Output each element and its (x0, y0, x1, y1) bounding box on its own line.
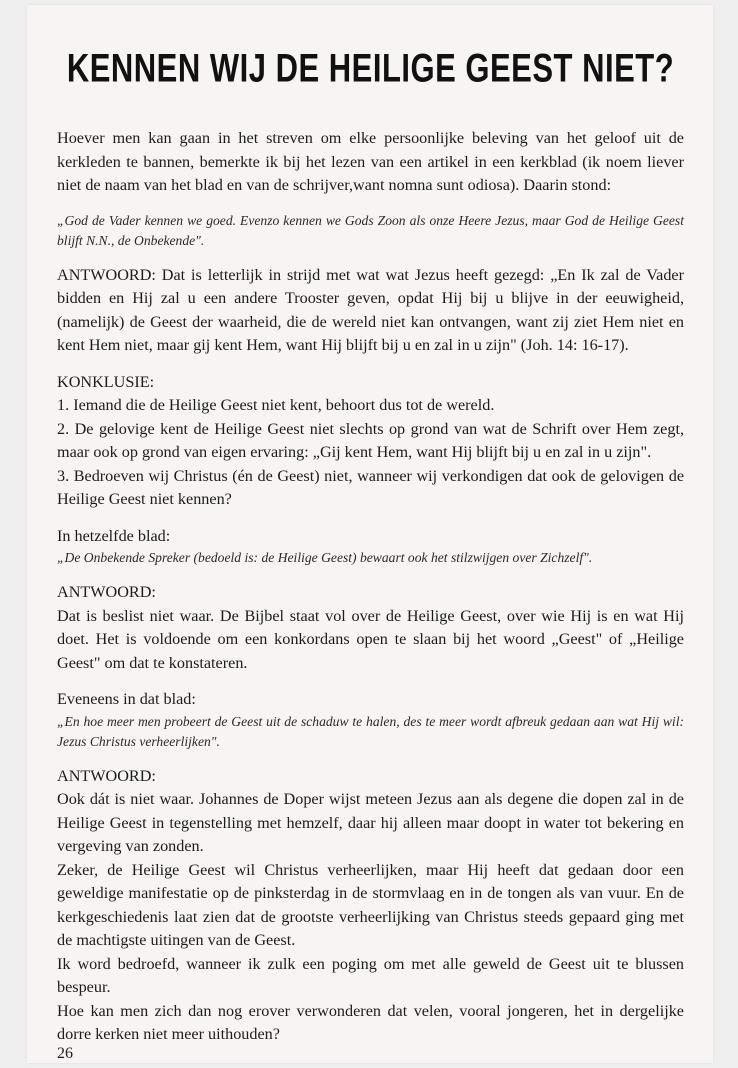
article (57, 45, 684, 1047)
page-number: 26 (57, 1045, 73, 1062)
quote-2: „De Onbekende Spreker (bedoeld is: de Heilige Geest) bewaart ook het stilzwijgen over Zichzelf". (57, 550, 593, 565)
conclusion-item: 2. De gelovige kent de Heilige Geest niet slechts op grond van wat de Schrift over Hem zegt, maar ook op grond van eigen ervaring: „Gij kent Hem, want Hij blijft bij u en zal in u zijn". (57, 419, 684, 461)
conclusion-item: 3. Bedroeven wij Christus (én de Geest) niet, wanneer wij verkondigen dat ook de gelovigen de Heilige Geest niet kennen? (57, 466, 684, 508)
answer-3-paragraph: Ik word bedroefd, wanneer ik zulk een poging om met alle geweld de Geest uit te blussen bespeur. (57, 954, 684, 996)
quote-1: „God de Vader kennen we goed. Evenzo kennen we Gods Zoon als onze Heere Jezus, maar God de Heilige Geest blijft N.N., de Onbekende". (57, 212, 684, 248)
page-title: KENNEN WIJ DE HEILIGE GEEST NIET? (66, 45, 675, 91)
answer-3-paragraph: Ook dát is niet waar. Johannes de Doper wijst meteen Jezus aan als degene die dopen zal in de Heilige Geest in tegenstelling met hemzelf, daar hij alleen maar doopt in water tot bekering en vergeving van zonden. (57, 790, 684, 855)
document-page (27, 5, 713, 1063)
intro-paragraph: Hoever men kan gaan in het streven om elke persoonlijke beleving van het geloof uit de kerkleden te bannen, bemerkte ik bij het lezen van een artikel in een kerkblad (ik noem liever niet de naam van het blad en van de schrijver,want nomna sunt odiosa). Daarin stond: (57, 129, 684, 194)
intro-2: In hetzelfde blad: (57, 526, 171, 545)
quote-3: „En hoe meer men probeert de Geest uit de schaduw te halen, des te meer wordt afbreuk gedaan aan wat Hij wil: Jezus Christus verheerlijken". (57, 713, 684, 749)
answer-3-paragraph: Zeker, de Heilige Geest wil Christus verheerlijken, maar Hij heeft dat gedaan door een geweldige manifestatie op de pinksterdag in de stormvlaag en in de tongen als van vuur. En de kerkgeschiedenis laat zien dat de grootste verheerlijking van Christus steeds gepaard ging met de machtigste uitingen van de Geest. (57, 860, 684, 949)
conclusion-heading: KONKLUSIE: (57, 372, 155, 391)
answer-2-heading: ANTWOORD: (57, 583, 156, 601)
conclusion-item: 1. Iemand die de Heilige Geest niet kent, behoort dus tot de wereld. (57, 396, 495, 414)
answer-3-paragraph: Hoe kan men zich dan nog erover verwonderen dat velen, vooral jongeren, het in dergelijke dorre kerken niet meer uithouden? (57, 1001, 684, 1043)
answer-1: ANTWOORD: Dat is letterlijk in strijd met wat wat Jezus heeft gezegd: „En Ik zal de Vader bidden en Hij zal u een andere Trooster geven, opdat Hij bij u blijve in der eeuwigheid, (namelijk) de Geest der waarheid, die de wereld niet kan ontvangen, want zij ziet Hem niet en kent Hem niet, maar gij kent Hem, want Hij blijft bij u en zal in u zijn" (Joh. 14: 16-17). (57, 265, 684, 354)
intro-3: Eveneens in dat blad: (57, 690, 196, 708)
answer-3-heading: ANTWOORD: (57, 766, 156, 785)
answer-2: Dat is beslist niet waar. De Bijbel staat vol over de Heilige Geest, over wie Hij is en wat Hij doet. Het is voldoende om een konkordans open te slaan bij het woord „Geest" of „Heilige Geest" om dat te konstateren. (57, 606, 684, 672)
